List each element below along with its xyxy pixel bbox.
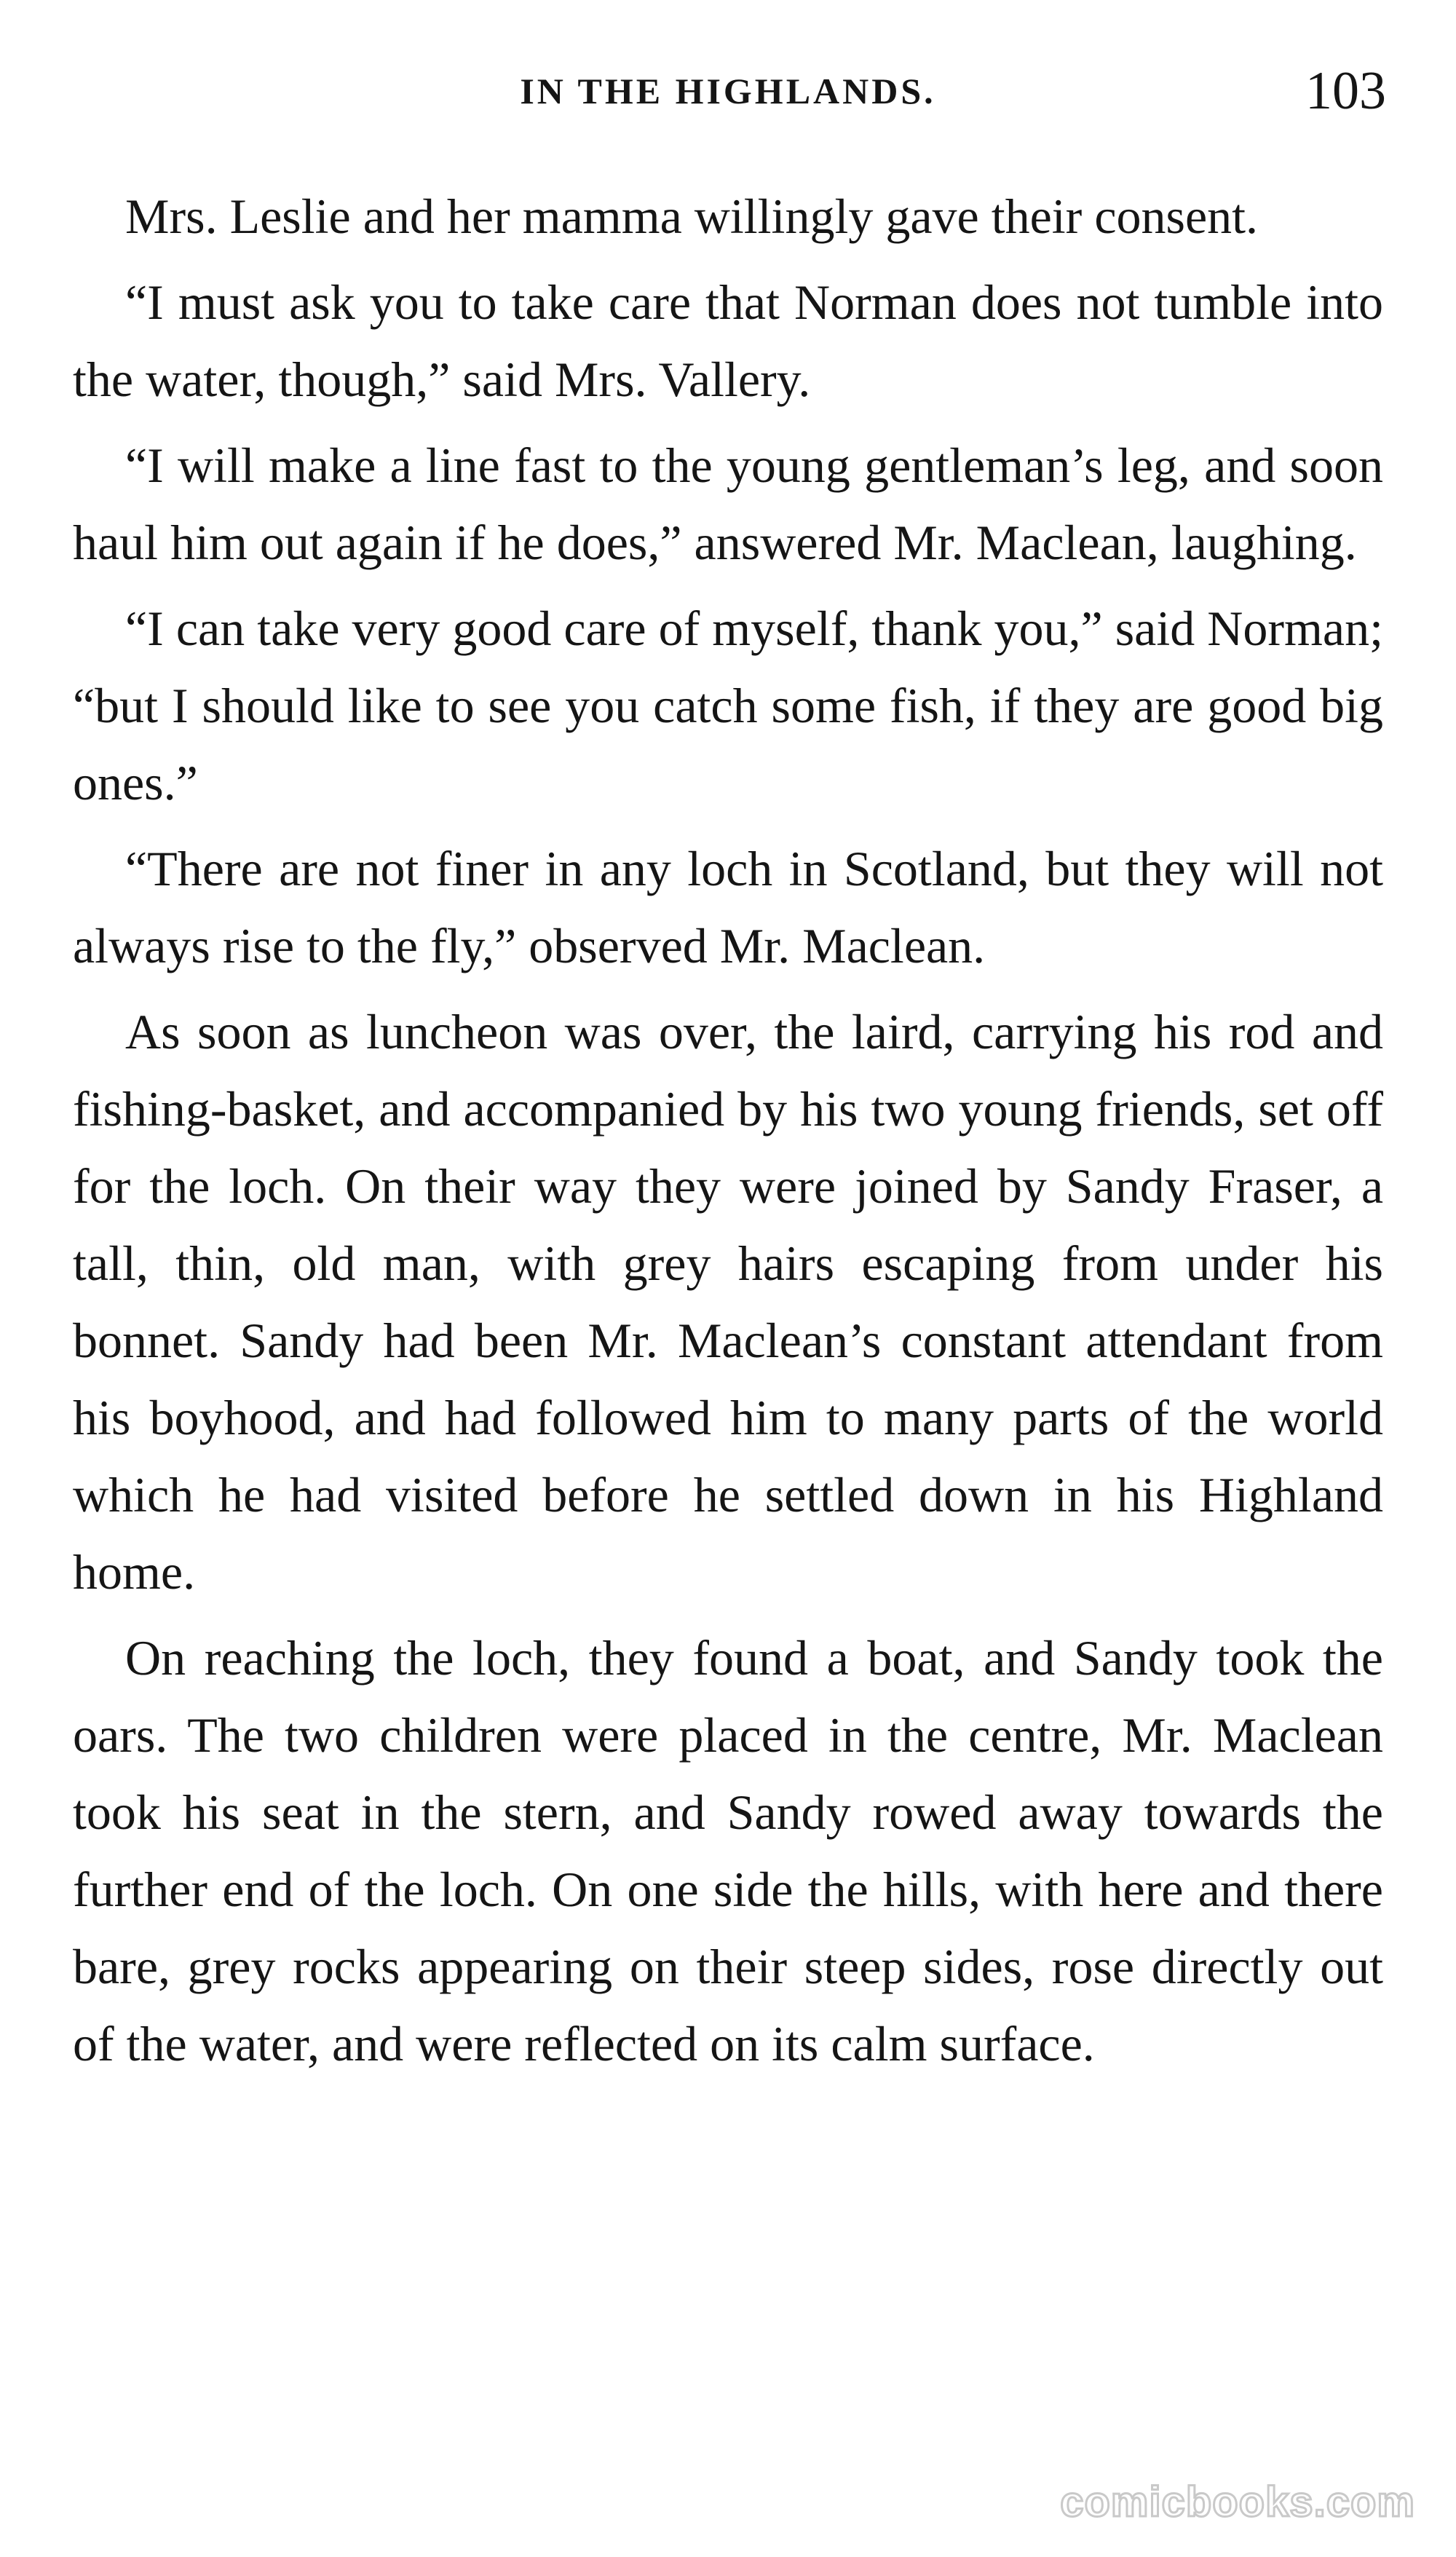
paragraph: “There are not finer in any loch in Scotland, but they will not always rise to the fly,” observed Mr. Maclean. [73,841,1383,973]
watermark: comicbooks.com [1060,2478,1415,2526]
paragraph: “I will make a line fast to the young gentleman’s leg, and soon haul him out again if he does,” answered Mr. Maclean, laughing. [73,438,1383,570]
paragraph: “I must ask you to take care that Norman does not tumble into the water, though,” said Mrs. Vallery. [73,274,1383,407]
body-text [73,178,1383,2091]
page-number: 103 [1305,61,1386,121]
running-header-title: IN THE HIGHLANDS. [520,71,936,111]
paragraph: As soon as luncheon was over, the laird, carrying his rod and fishing-basket, and accompanied by his two young friends, set off for the loch. On their way they were joined by Sandy Fraser, a tall, thin, old man, with grey hairs escaping from under his bonnet. Sandy had been Mr. Maclean’s constant attendant from his boyhood, and had followed him to many parts of the world which he had visited before he settled down in his Highland home. [73,1004,1383,1600]
paragraph: Mrs. Leslie and her mamma willingly gave their consent. [125,189,1259,244]
paragraph: On reaching the loch, they found a boat, and Sandy took the oars. The two children were placed in the centre, Mr. Maclean took his seat in the stern, and Sandy rowed away towards the further end of the loch. On one side the hills, with here and there bare, grey rocks appearing on their steep sides, rose directly out of the water, and were reflected on its calm surface. [73,1630,1383,2071]
paragraph: “I can take very good care of myself, thank you,” said Norman; “but I should like to see you catch some fish, if they are good big ones.” [73,601,1383,810]
